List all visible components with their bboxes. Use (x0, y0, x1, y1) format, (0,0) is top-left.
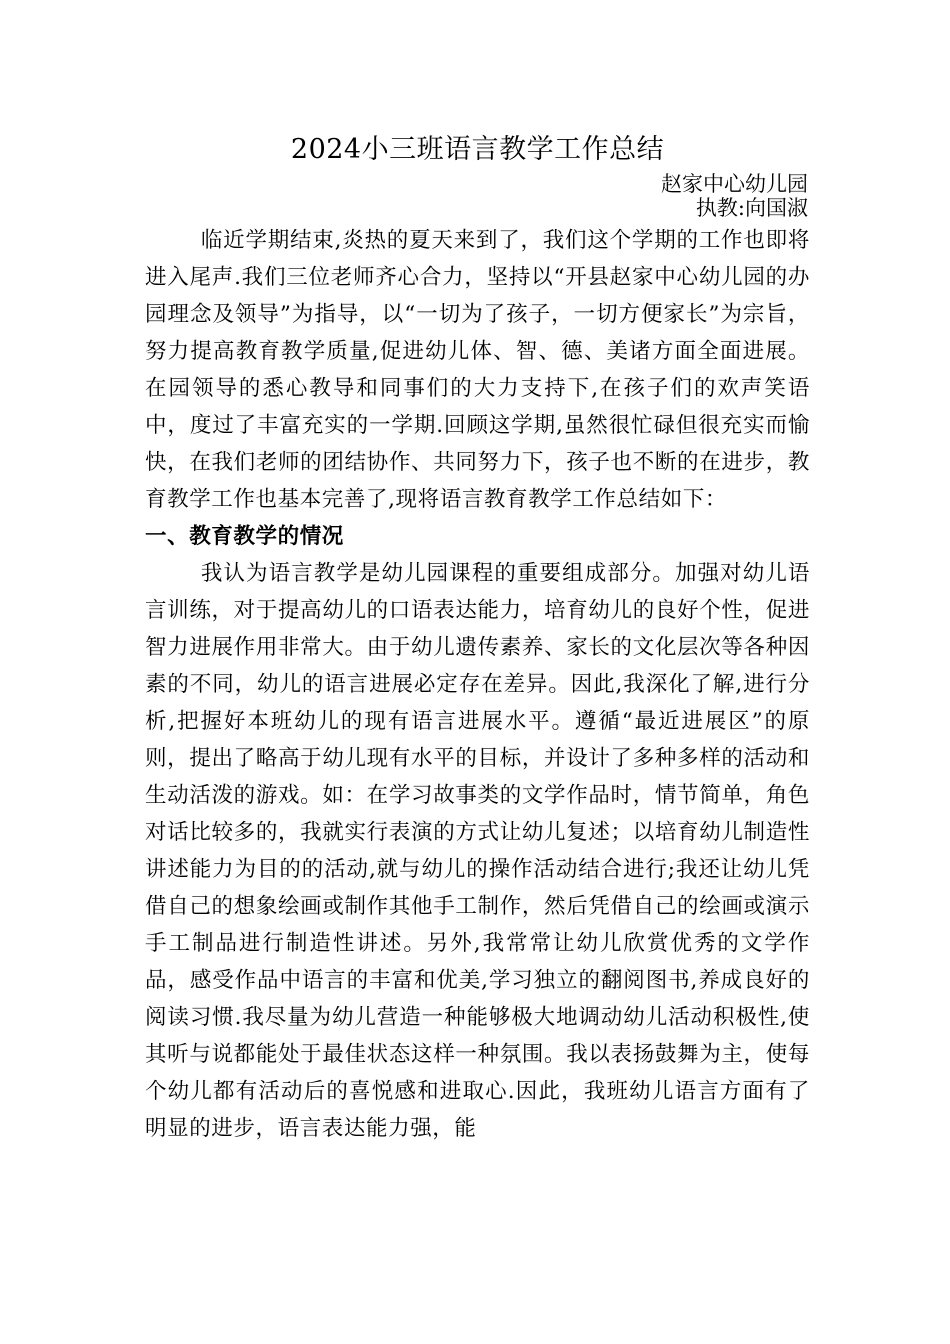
teacher-name: 执教:向国淑 (695, 196, 808, 220)
document-title: 2024小三班语言教学工作总结 (290, 134, 665, 165)
section-paragraph: 我认为语言教学是幼儿园课程的重要组成部分。加强对幼儿语言训练，对于提高幼儿的口语表达能力，培育幼儿的良好个性，促进智力进展作用非常大。由于幼儿遗传素养、家长的文化层次等各种因素的不同，幼儿的语言进展必定存在差异。因此,我深化了解,进行分析,把握好本班幼儿的现有语言进展水平。遵循“最近进展区”的原则，提出了略高于幼儿现有水平的目标，并设计了多种多样的活动和生动活泼的游戏。如：在学习故事类的文学作品时，情节简单，角色对话比较多的，我就实行表演的方式让幼儿复述；以培育幼儿制造性讲述能力为目的的活动,就与幼儿的操作活动结合进行;我还让幼儿凭借自己的想象绘画或制作其他手工制作，然后凭借自己的绘画或演示手工制品进行制造性讲述。另外,我常常让幼儿欣赏优秀的文学作品，感受作品中语言的丰富和优美,学习独立的翻阅图书,养成良好的阅读习惯.我尽量为幼儿营造一种能够极大地调动幼儿活动积极性,使其听与说都能处于最佳状态这样一种氛围。我以表扬鼓舞为主，使每个幼儿都有活动后的喜悦感和进取心.因此，我班幼儿语言方面有了明显的进步，语言表达能力强，能 (145, 561, 810, 1141)
school-name: 赵家中心幼儿园 (661, 172, 808, 196)
section-heading: 一、教育教学的情况 (145, 524, 344, 549)
intro-paragraph: 临近学期结束,炎热的夏天来到了，我们这个学期的工作也即将进入尾声.我们三位老师齐心合力，坚持以“开县赵家中心幼儿园的办园理念及领导”为指导，以“一切为了孩子，一切方便家长”为宗旨，努力提高教育教学质量,促进幼儿体、智、德、美诸方面全面进展。在园领导的悉心教导和同事们的大力支持下,在孩子们的欢声笑语中，度过了丰富充实的一学期.回顾这学期,虽然很忙碌但很充实而愉快，在我们老师的团结协作、共同努力下，孩子也不断的在进步，教育教学工作也基本完善了,现将语言教育教学工作总结如下： (145, 228, 810, 512)
document-body (145, 128, 810, 1147)
